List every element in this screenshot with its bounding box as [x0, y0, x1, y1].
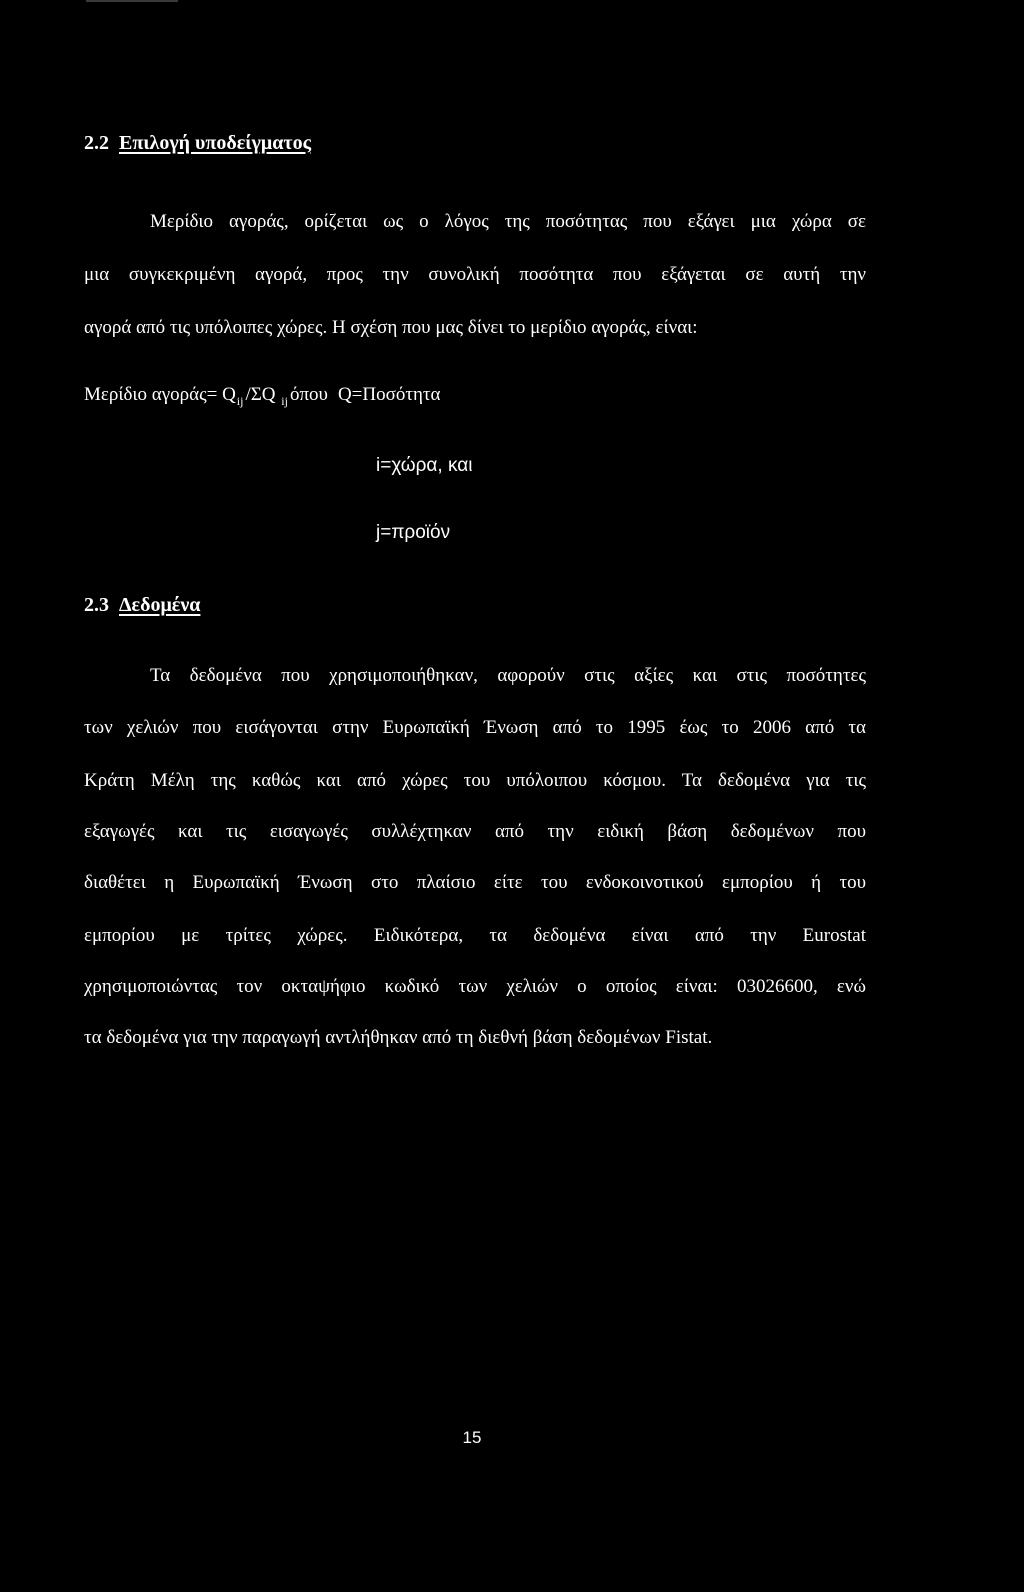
section-title: Δεδομένα: [119, 594, 201, 616]
formula-q: Q: [222, 384, 236, 405]
paragraph-line: Κράτη Μέλη της καθώς και από χώρες του υπόλοιπου κόσμου. Τα δεδομένα για τις: [84, 770, 866, 791]
paragraph-line: Τα δεδομένα που χρησιμοποιήθηκαν, αφορούν στις αξίες και στις ποσότητες: [150, 665, 866, 686]
paragraph-line: χρησιμοποιώντας τον οκταψήφιο κωδικό των χελιών ο οποίος είναι: 03026600, ενώ: [84, 976, 866, 997]
paragraph-line: Μερίδιο αγοράς, ορίζεται ως ο λόγος της ποσότητας που εξάγει μια χώρα σε: [150, 211, 866, 232]
formula-sum: /ΣQ: [245, 384, 276, 405]
section-title: Επιλογή υποδείγματος: [119, 132, 312, 154]
paragraph-line: των χελιών που εισάγονται στην Ευρωπαϊκή Ένωση από το 1995 έως το 2006 από τα: [84, 717, 866, 738]
paragraph-line: εξαγωγές και τις εισαγωγές συλλέχτηκαν από την ειδική βάση δεδομένων που: [84, 821, 866, 842]
formula-subscript: ij: [236, 394, 244, 408]
formula-label: Μερίδιο αγοράς=: [84, 384, 218, 405]
paragraph-line: τα δεδομένα για την παραγωγή αντλήθηκαν από τη διεθνή βάση δεδομένων Fistat.: [84, 1027, 713, 1048]
page-number: 15: [462, 1428, 482, 1447]
section-number: 2.3: [84, 594, 109, 616]
paragraph-line: μια συγκεκριμένη αγορά, προς την συνολική ποσότητα που εξάγεται σε αυτή την: [84, 264, 866, 285]
formula-where: όπου: [289, 384, 328, 405]
paragraph-line: αγορά από τις υπόλοιπες χώρες. Η σχέση που μας δίνει το μερίδιο αγοράς, είναι:: [84, 317, 698, 338]
definition-i: i=χώρα, και: [376, 455, 473, 476]
paragraph-line: διαθέτει η Ευρωπαϊκή Ένωση στο πλαίσιο είτε του ενδοκοινοτικού εμπορίου ή του: [84, 872, 866, 893]
section-number: 2.2: [84, 132, 109, 154]
section-heading-2-3: [84, 594, 200, 617]
paragraph-line: εμπορίου με τρίτες χώρες. Ειδικότερα, τα δεδομένα είναι από την Eurostat: [84, 925, 866, 946]
section-heading-2-2: [84, 132, 311, 155]
top-edge-line: [86, 0, 178, 2]
formula-subscript: ij: [281, 394, 288, 408]
definition-q: Q=Ποσότητα: [337, 384, 441, 405]
definition-j: j=προϊόν: [376, 522, 451, 543]
market-share-formula: [84, 383, 441, 408]
